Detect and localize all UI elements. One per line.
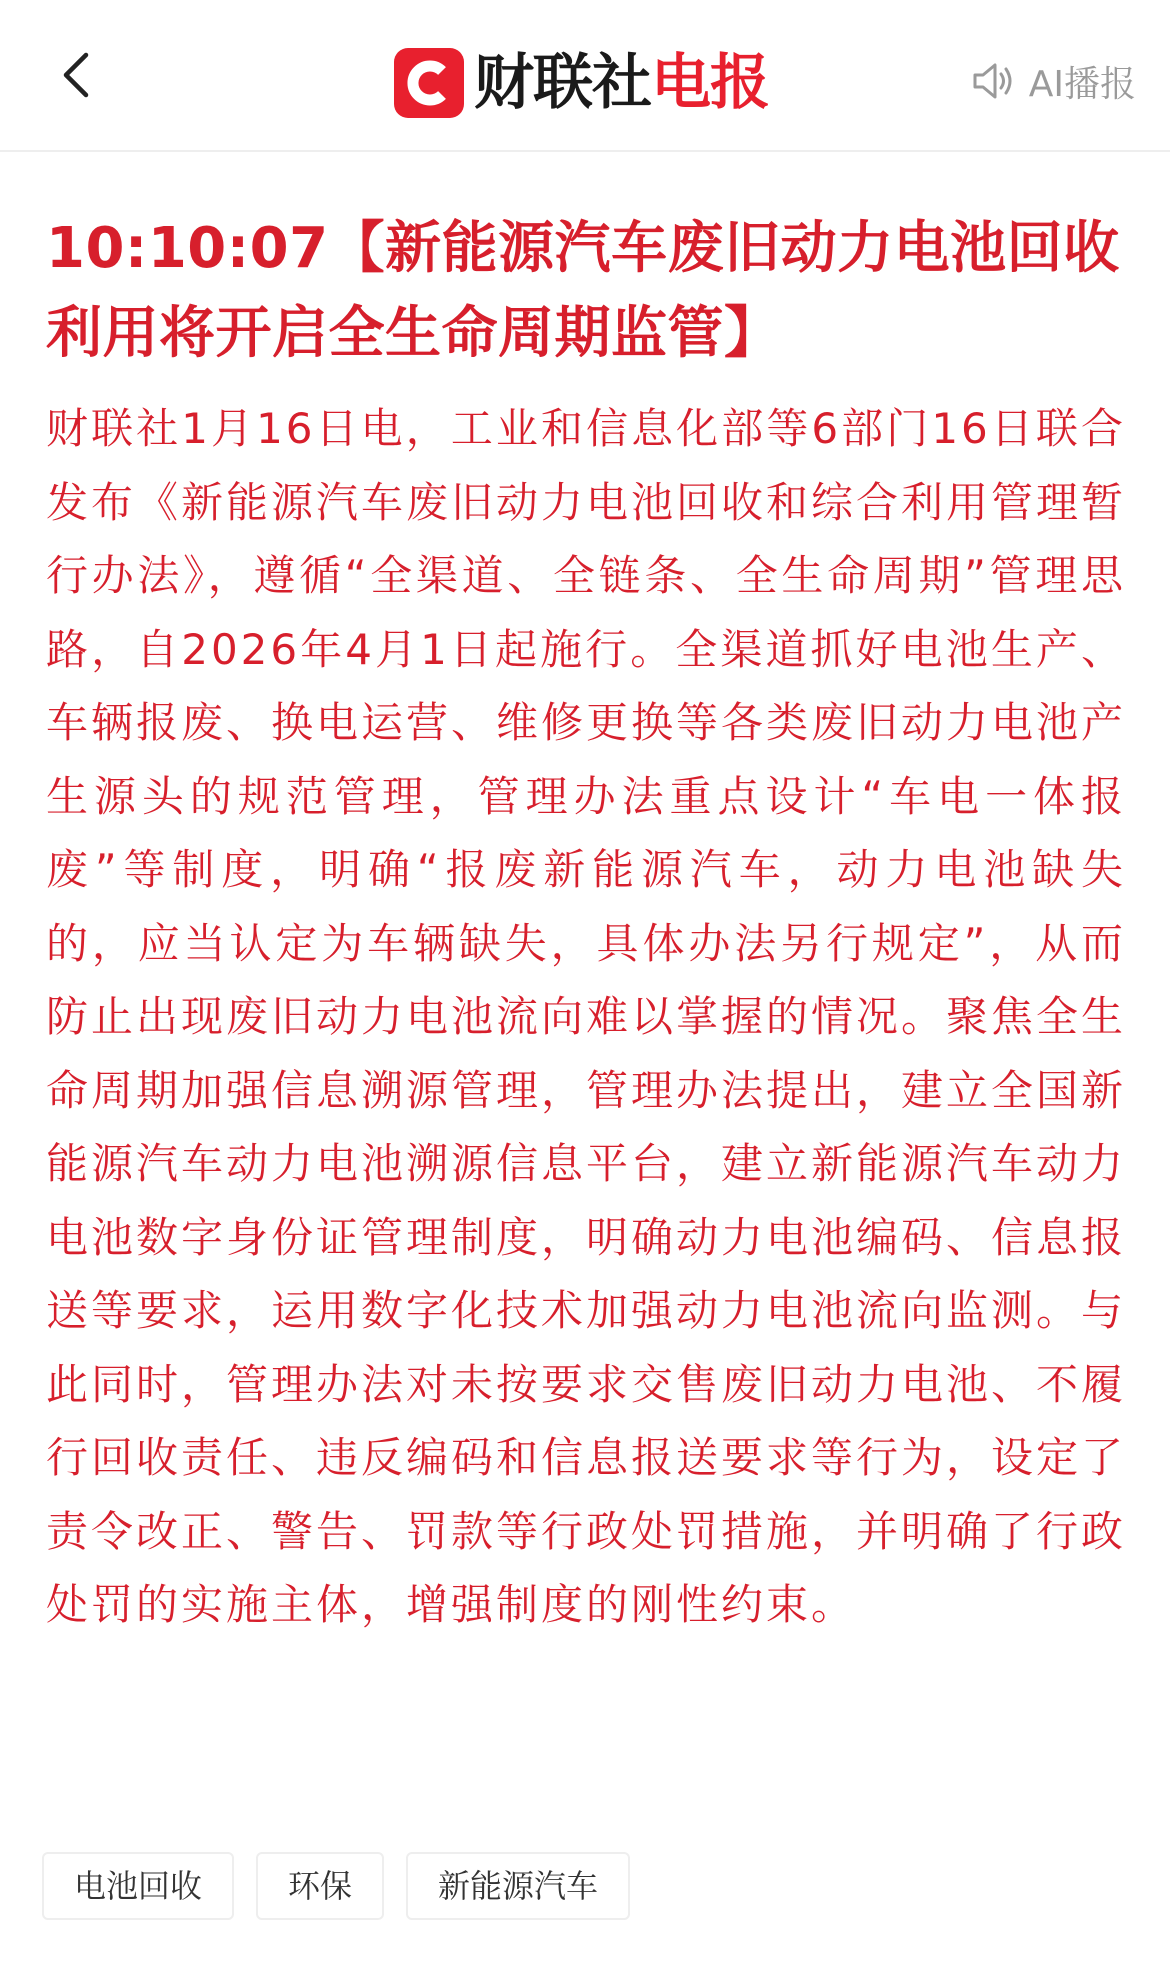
article-headline: 10:10:07【新能源汽车废旧动力电池回收利用将开启全生命周期监管】 bbox=[46, 216, 1120, 366]
ai-broadcast-button[interactable] bbox=[969, 56, 1136, 106]
back-button[interactable] bbox=[50, 45, 110, 105]
tag-environment[interactable]: 环保 bbox=[256, 1852, 384, 1920]
brand-prefix: 财联社 bbox=[474, 48, 651, 118]
speaker-icon bbox=[969, 57, 1017, 105]
brand-title bbox=[474, 46, 769, 120]
chevron-left-icon bbox=[50, 45, 110, 105]
tag-new-energy-vehicle[interactable]: 新能源汽车 bbox=[406, 1852, 630, 1920]
article-content bbox=[46, 206, 1126, 1642]
ai-broadcast-label: AI播报 bbox=[1028, 63, 1136, 105]
brand-suffix: 电报 bbox=[651, 48, 769, 118]
tag-list bbox=[42, 1852, 630, 1920]
top-header bbox=[0, 0, 1170, 152]
brand-logo-group bbox=[394, 46, 769, 120]
cls-c-logo-icon bbox=[394, 48, 464, 118]
article-body: 财联社1月16日电，工业和信息化部等6部门16日联合发布《新能源汽车废旧动力电池回收和综合利用管理暂行办法》，遵循“全渠道、全链条、全生命周期”管理思路，自2026年4月1日起施行。全渠道抓好电池生产、车辆报废、换电运营、维修更换等各类废旧动力电池产生源头的规范管理，管理办法重点设计“车电一体报废”等制度，明确“报废新能源汽车，动力电池缺失的，应当认定为车辆缺失，具体办法另行规定”，从而防止出现废旧动力电池流向难以掌握的情况。聚焦全生命周期加强信息溯源管理，管理办法提出，建立全国新能源汽车动力电池溯源信息平台，建立新能源汽车动力电池数字身份证管理制度，明确动力电池编码、信息报送等要求，运用数字化技术加强动力电池流向监测。与此同时，管理办法对未按要求交售废旧动力电池、不履行回收责任、违反编码和信息报送要求等行为，设定了责令改正、警告、罚款等行政处罚措施，并明确了行政处罚的实施主体，增强制度的刚性约束。 bbox=[46, 404, 1127, 1629]
tag-battery-recycling[interactable]: 电池回收 bbox=[42, 1852, 234, 1920]
